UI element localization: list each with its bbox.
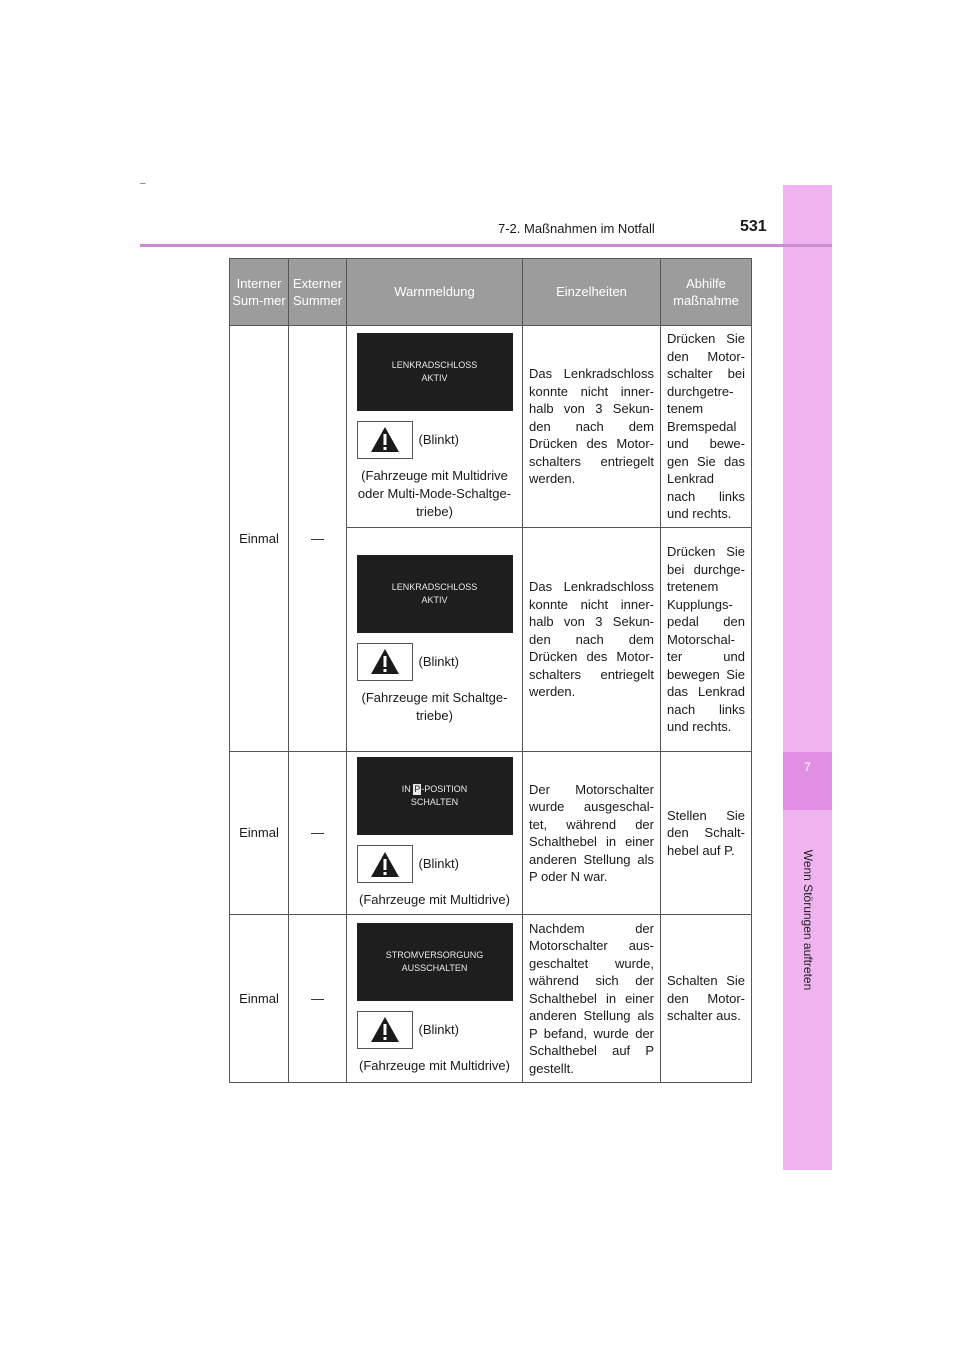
internal-buzzer-cell: Einmal	[230, 752, 289, 915]
external-buzzer-cell: —	[289, 915, 347, 1083]
screen-line-2: AKTIV	[421, 594, 448, 605]
screen-line-1	[357, 783, 513, 796]
external-buzzer-cell: —	[289, 326, 347, 752]
warning-table	[229, 258, 752, 1083]
warning-triangle-icon	[357, 1011, 413, 1049]
vehicle-note: (Fahrzeuge mit Multidrive)	[359, 1057, 510, 1073]
screen-prefix: IN	[401, 784, 411, 794]
screen-line-1: LENKRADSCHLOSS	[391, 359, 478, 370]
vehicle-note: (Fahrzeuge mit Schaltge-triebe)	[361, 689, 508, 723]
header-details: Einzelheiten	[523, 259, 661, 326]
top-dash: –	[140, 178, 146, 189]
table-row	[230, 326, 752, 528]
warning-triangle-icon	[357, 421, 413, 459]
warning-message-cell	[347, 752, 523, 915]
details-cell: Das Lenkradschloss konnte nicht inner-halb von 3 Sekun-den nach dem Drücken des Motor-schalters entriegelt werden.	[523, 528, 661, 752]
remedy-cell: Schalten Sie den Motor-schalter aus.	[661, 915, 752, 1083]
blink-label: (Blinkt)	[418, 1021, 459, 1037]
header-divider	[140, 244, 832, 247]
display-screen	[357, 923, 513, 1001]
section-title: 7-2. Maßnahmen im Notfall	[498, 221, 655, 236]
blink-label: (Blinkt)	[418, 856, 459, 872]
chapter-number: 7	[804, 760, 811, 774]
screen-line-2: AUSSCHALTEN	[401, 962, 468, 973]
screen-line-2: SCHALTEN	[410, 797, 459, 807]
table-header-row	[230, 259, 752, 326]
header-remedy: Abhilfe maßnahme	[661, 259, 752, 326]
chapter-title: Wenn Störungen auftreten	[801, 849, 815, 991]
blink-label: (Blinkt)	[418, 653, 459, 669]
warning-message-cell	[347, 326, 523, 528]
warning-triangle-icon	[357, 845, 413, 883]
header-warning-message: Warnmeldung	[347, 259, 523, 326]
vehicle-note: (Fahrzeuge mit Multidrive)	[359, 892, 510, 907]
screen-suffix: -POSITION	[421, 784, 468, 794]
internal-buzzer-cell: Einmal	[230, 915, 289, 1083]
page-number: 531	[740, 218, 767, 235]
details-cell: Der Motorschalter wurde ausgeschal-tet, während der Schalthebel in einer anderen Stellung als P oder N war.	[523, 752, 661, 915]
remedy-cell: Stellen Sie den Schalt-hebel auf P.	[661, 752, 752, 915]
warning-triangle-icon	[357, 643, 413, 681]
display-screen	[357, 555, 513, 633]
remedy-cell: Drücken Sie den Motor-schalter bei durchgetre-tenem Bremspedal und bewe-gen Sie das Lenkrad nach links und rechts.	[661, 326, 752, 528]
screen-line-2: AKTIV	[421, 372, 448, 383]
p-position-icon: P	[414, 784, 421, 794]
table-row	[230, 752, 752, 915]
remedy-cell: Drücken Sie bei durchge-tretenem Kupplungs-pedal den Motorschal-ter und bewegen Sie das Lenkrad nach links und rechts.	[661, 528, 752, 752]
warning-message-cell	[347, 915, 523, 1083]
display-screen	[357, 333, 513, 411]
vehicle-note: (Fahrzeuge mit Multidrive oder Multi-Mode-Schaltge-triebe)	[357, 467, 512, 519]
warning-message-cell	[347, 528, 523, 752]
header-internal-buzzer: Interner Sum-mer	[230, 259, 289, 326]
blink-label: (Blinkt)	[418, 431, 459, 447]
details-cell: Das Lenkradschloss konnte nicht inner-halb von 3 Sekun-den nach dem Drücken des Motor-schalters entriegelt werden.	[523, 326, 661, 528]
display-screen	[357, 757, 513, 835]
header-external-buzzer: Externer Summer	[289, 259, 347, 326]
chapter-side-tab	[783, 185, 832, 1170]
details-cell: Nachdem der Motorschalter aus-geschaltet wurde, während sich der Schalthebel in einer anderen Stellung als P befand, wurde der Schalthebel auf P gestellt.	[523, 915, 661, 1083]
table-row	[230, 915, 752, 1083]
internal-buzzer-cell: Einmal	[230, 326, 289, 752]
external-buzzer-cell: —	[289, 752, 347, 915]
screen-line-1: LENKRADSCHLOSS	[391, 581, 478, 592]
screen-line-1: STROMVERSORGUNG	[385, 949, 484, 960]
